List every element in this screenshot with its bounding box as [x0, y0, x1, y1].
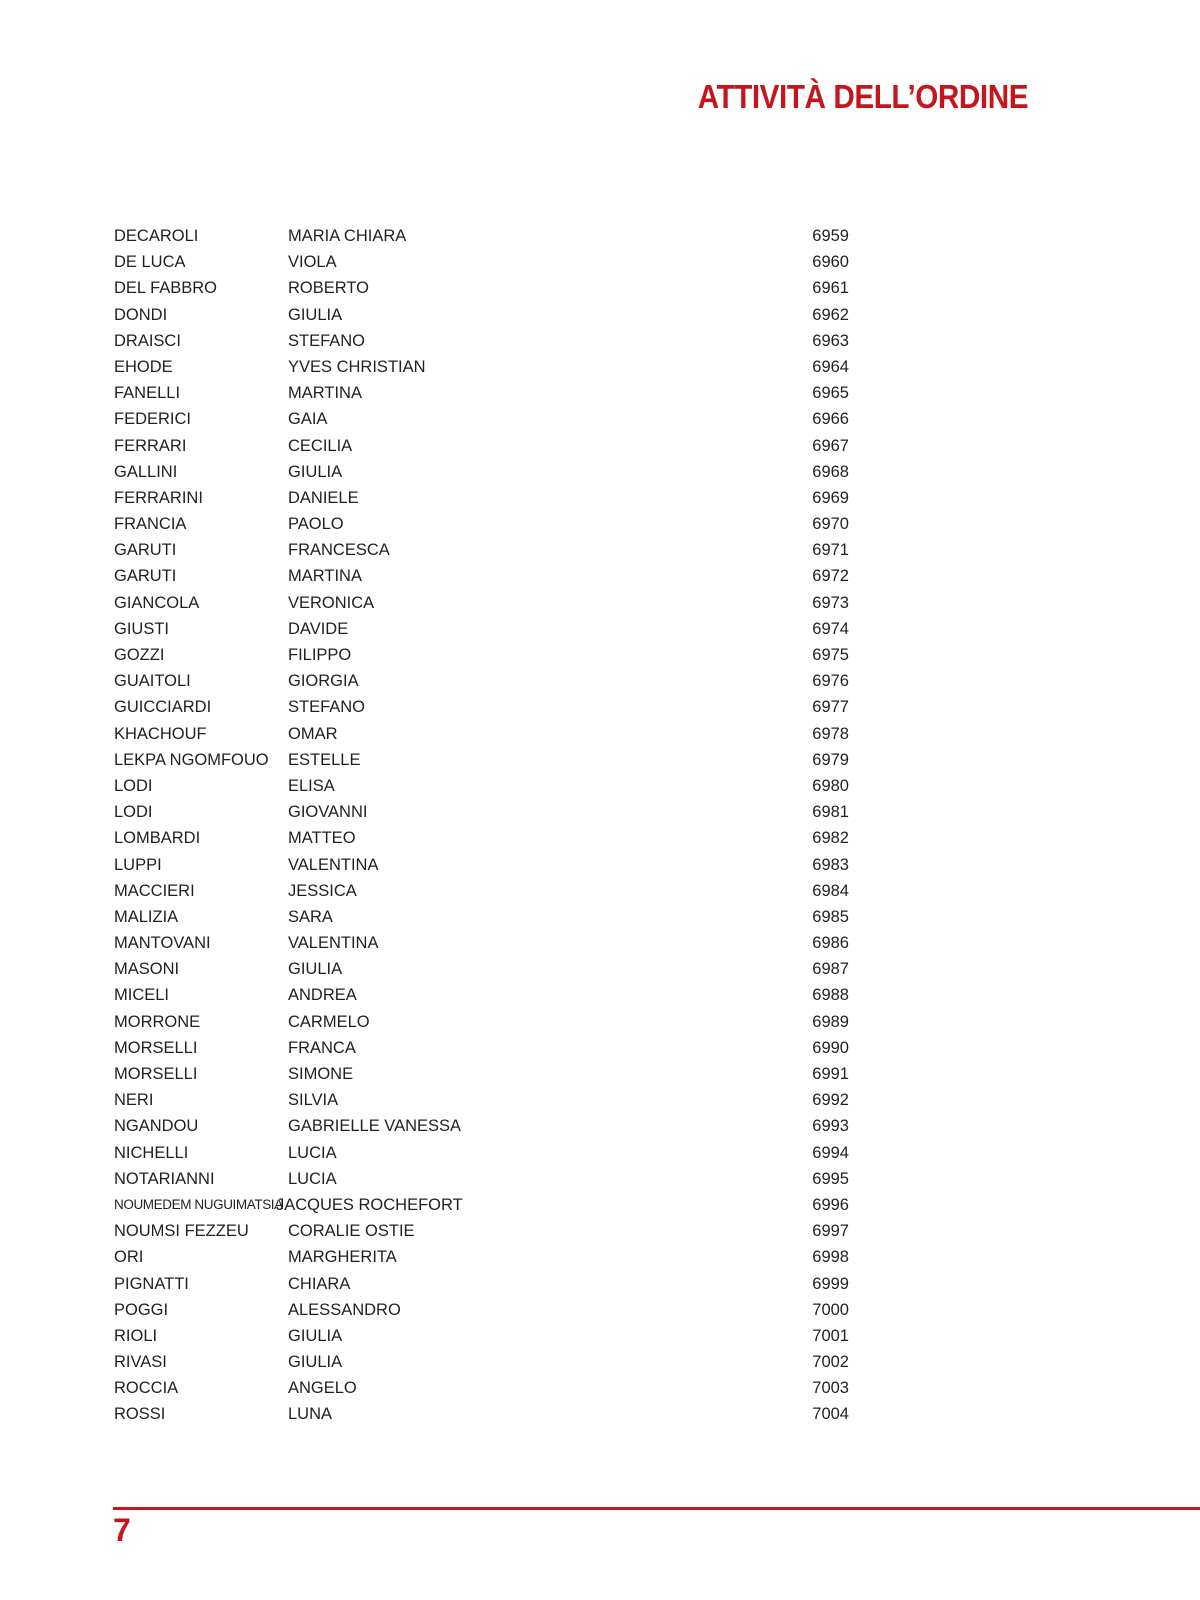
member-surname: NGANDOU	[114, 1117, 199, 1136]
member-first-name: YVES CHRISTIAN	[288, 357, 426, 376]
registration-number: 6988	[812, 986, 849, 1005]
member-first-name: ROBERTO	[288, 279, 369, 298]
member-first-name: CECILIA	[288, 436, 353, 455]
member-first-name: GABRIELLE VANESSA	[288, 1117, 462, 1136]
registration-number: 6991	[812, 1065, 849, 1083]
member-first-name: VERONICA	[288, 593, 375, 612]
member-first-name: ANDREA	[288, 986, 357, 1005]
footer-rule	[113, 1507, 1200, 1510]
registration-number: 6962	[812, 305, 849, 324]
list-item	[114, 590, 849, 616]
member-first-name: MATTEO	[288, 829, 356, 848]
registration-number: 6961	[812, 279, 849, 298]
registration-number: 6997	[812, 1222, 849, 1241]
registration-number: 7001	[812, 1326, 849, 1345]
registration-number: 6985	[812, 907, 849, 926]
member-surname: DE LUCA	[114, 253, 186, 272]
registration-number: 6979	[812, 750, 849, 769]
member-surname: FERRARINI	[114, 488, 203, 507]
member-first-name: GIULIA	[288, 1326, 343, 1345]
list-item	[114, 433, 849, 459]
member-surname: POGGI	[114, 1300, 169, 1319]
registration-number: 6983	[812, 855, 849, 874]
registration-number: 6967	[812, 436, 849, 455]
list-item	[114, 1349, 849, 1375]
registration-number: 6989	[812, 1012, 849, 1031]
registration-number: 6995	[812, 1169, 849, 1188]
member-first-name: CORALIE OSTIE	[288, 1222, 415, 1241]
member-first-name: MARIA CHIARA	[288, 227, 407, 245]
member-first-name: GIULIA	[288, 305, 343, 324]
list-item	[114, 380, 849, 406]
registration-number: 6973	[812, 593, 849, 612]
member-first-name: ELISA	[288, 776, 335, 795]
list-item	[114, 852, 849, 878]
registration-number: 6978	[812, 724, 849, 743]
member-first-name: SARA	[288, 907, 333, 926]
member-surname: MORSELLI	[114, 1065, 198, 1083]
member-first-name: GIORGIA	[288, 672, 359, 691]
member-first-name: GIULIA	[288, 960, 343, 979]
list-item	[114, 511, 849, 537]
member-first-name: MARTINA	[288, 567, 362, 586]
list-item	[114, 930, 849, 956]
member-first-name: MARGHERITA	[288, 1248, 397, 1267]
registration-number: 6996	[812, 1195, 849, 1214]
member-surname: MANTOVANI	[114, 934, 211, 953]
registration-number: 6971	[812, 541, 849, 560]
list-item	[114, 1009, 849, 1035]
member-surname: DECAROLI	[114, 227, 199, 245]
member-surname: GARUTI	[114, 541, 177, 560]
member-surname: MALIZIA	[114, 907, 179, 926]
registration-number: 6990	[812, 1038, 849, 1057]
member-surname: NOUMEDEM NUGUIMATSIA	[114, 1196, 283, 1212]
registration-number: 7004	[812, 1405, 849, 1424]
member-surname: GIUSTI	[114, 619, 170, 638]
list-item	[114, 485, 849, 511]
member-surname: NICHELLI	[114, 1143, 189, 1162]
registration-number: 6980	[812, 776, 849, 795]
registration-number: 6966	[812, 410, 849, 429]
member-surname: FEDERICI	[114, 410, 192, 429]
list-item	[114, 354, 849, 380]
registration-number: 6998	[812, 1248, 849, 1267]
member-surname: DONDI	[114, 305, 168, 324]
member-first-name: FRANCA	[288, 1038, 356, 1057]
list-item	[114, 1035, 849, 1061]
member-surname: FANELLI	[114, 384, 181, 403]
list-item	[114, 668, 849, 694]
list-item	[114, 799, 849, 825]
registration-number: 6986	[812, 934, 849, 953]
list-item	[114, 825, 849, 851]
member-surname: RIVASI	[114, 1353, 167, 1372]
list-item	[114, 1271, 849, 1297]
registration-number: 7000	[812, 1300, 849, 1319]
registration-number: 6993	[812, 1117, 849, 1136]
member-first-name: STEFANO	[288, 331, 366, 350]
registration-number: 7002	[812, 1353, 849, 1372]
member-surname: GUICCIARDI	[114, 698, 212, 717]
member-surname: LODI	[114, 803, 153, 822]
member-surname: LEKPA NGOMFOUO	[114, 750, 269, 769]
member-surname: MACCIERI	[114, 881, 195, 900]
member-first-name: GAIA	[288, 410, 328, 429]
member-first-name: MARTINA	[288, 384, 362, 403]
list-item	[114, 1375, 849, 1401]
member-surname: ORI	[114, 1248, 144, 1267]
member-surname: PIGNATTI	[114, 1274, 189, 1293]
member-first-name: CARMELO	[288, 1012, 370, 1031]
registration-number: 6992	[812, 1091, 849, 1110]
registration-number: 6974	[812, 619, 849, 638]
member-surname: NOTARIANNI	[114, 1169, 215, 1188]
list-item	[114, 563, 849, 589]
list-item	[114, 537, 849, 563]
member-first-name: STEFANO	[288, 698, 366, 717]
list-item	[114, 1244, 849, 1270]
member-surname: EHODE	[114, 357, 173, 376]
list-item	[114, 747, 849, 773]
section-title: ATTIVITÀ DELL’ORDINE	[697, 78, 1028, 115]
member-surname: MASONI	[114, 960, 180, 979]
registration-number: 6981	[812, 803, 849, 822]
list-item	[114, 302, 849, 328]
member-surname: GALLINI	[114, 462, 178, 481]
member-first-name: OMAR	[288, 724, 338, 743]
list-item	[114, 956, 849, 982]
list-item	[114, 275, 849, 301]
member-first-name: ANGELO	[288, 1379, 357, 1398]
registration-number: 6994	[812, 1143, 849, 1162]
list-item	[114, 878, 849, 904]
list-item	[114, 982, 849, 1008]
member-first-name: SILVIA	[288, 1091, 339, 1110]
list-item	[114, 249, 849, 275]
member-first-name: LUCIA	[288, 1143, 337, 1162]
list-item	[114, 904, 849, 930]
member-surname: MICELI	[114, 986, 170, 1005]
member-first-name: GIULIA	[288, 1353, 343, 1372]
member-first-name: LUCIA	[288, 1169, 337, 1188]
registration-number: 6976	[812, 672, 849, 691]
member-first-name: ESTELLE	[288, 750, 361, 769]
list-item	[114, 1113, 849, 1139]
list-item	[114, 1166, 849, 1192]
member-first-name: VALENTINA	[288, 855, 379, 874]
registration-number: 6987	[812, 960, 849, 979]
member-surname: LUPPI	[114, 855, 162, 874]
list-item	[114, 459, 849, 485]
list-item	[114, 223, 849, 249]
registration-number: 6959	[812, 227, 849, 245]
member-first-name: FILIPPO	[288, 646, 352, 664]
member-surname: DEL FABBRO	[114, 279, 218, 298]
list-item	[114, 1323, 849, 1349]
member-first-name: JESSICA	[288, 881, 357, 900]
list-item	[114, 406, 849, 432]
member-first-name: PAOLO	[288, 515, 344, 534]
list-item	[114, 328, 849, 354]
list-item	[114, 721, 849, 747]
member-surname: ROSSI	[114, 1405, 166, 1424]
member-first-name: GIULIA	[288, 462, 343, 481]
list-item	[114, 1401, 849, 1427]
member-surname: MORSELLI	[114, 1038, 198, 1057]
registration-number: 6977	[812, 698, 849, 717]
member-surname: GARUTI	[114, 567, 177, 586]
member-surname: LODI	[114, 776, 153, 795]
list-item	[114, 642, 849, 668]
member-first-name: CHIARA	[288, 1274, 351, 1293]
member-first-name: VALENTINA	[288, 934, 379, 953]
registration-number: 6970	[812, 515, 849, 534]
list-item	[114, 694, 849, 720]
member-first-name: DANIELE	[288, 488, 359, 507]
member-first-name: LUNA	[288, 1405, 333, 1424]
registration-number: 6960	[812, 253, 849, 272]
member-surname: RIOLI	[114, 1326, 158, 1345]
member-surname: MORRONE	[114, 1012, 201, 1031]
member-surname: GIANCOLA	[114, 593, 200, 612]
list-item	[114, 1140, 849, 1166]
registration-number: 6972	[812, 567, 849, 586]
registration-number: 6969	[812, 488, 849, 507]
member-register-list	[114, 223, 849, 1428]
page-number: 7	[113, 1512, 131, 1548]
list-item	[114, 773, 849, 799]
member-surname: DRAISCI	[114, 331, 181, 350]
member-surname: ROCCIA	[114, 1379, 179, 1398]
member-first-name: DAVIDE	[288, 619, 349, 638]
registration-number: 6968	[812, 462, 849, 481]
member-surname: GUAITOLI	[114, 672, 191, 691]
list-item	[114, 1192, 849, 1218]
registration-number: 6964	[812, 357, 849, 376]
member-first-name: SIMONE	[288, 1065, 354, 1083]
member-surname: LOMBARDI	[114, 829, 201, 848]
member-surname: FERRARI	[114, 436, 187, 455]
member-first-name: FRANCESCA	[288, 541, 390, 560]
member-first-name: JACQUES ROCHEFORT	[276, 1195, 463, 1214]
registration-number: 6982	[812, 829, 849, 848]
registration-number: 6984	[812, 881, 849, 900]
list-item	[114, 1087, 849, 1113]
registration-number: 6963	[812, 331, 849, 350]
registration-number: 6965	[812, 384, 849, 403]
list-item	[114, 1218, 849, 1244]
member-first-name: GIOVANNI	[288, 803, 368, 822]
member-surname: FRANCIA	[114, 515, 187, 534]
registration-number: 6975	[812, 646, 849, 664]
member-first-name: VIOLA	[288, 253, 337, 272]
registration-number: 6999	[812, 1274, 849, 1293]
member-surname: GOZZI	[114, 646, 165, 664]
member-surname: KHACHOUF	[114, 724, 207, 743]
list-item	[114, 1297, 849, 1323]
member-first-name: ALESSANDRO	[288, 1300, 401, 1319]
list-item	[114, 616, 849, 642]
list-item	[114, 1061, 849, 1087]
registration-number: 7003	[812, 1379, 849, 1398]
member-surname: NOUMSI FEZZEU	[114, 1222, 249, 1241]
member-surname: NERI	[114, 1091, 154, 1110]
